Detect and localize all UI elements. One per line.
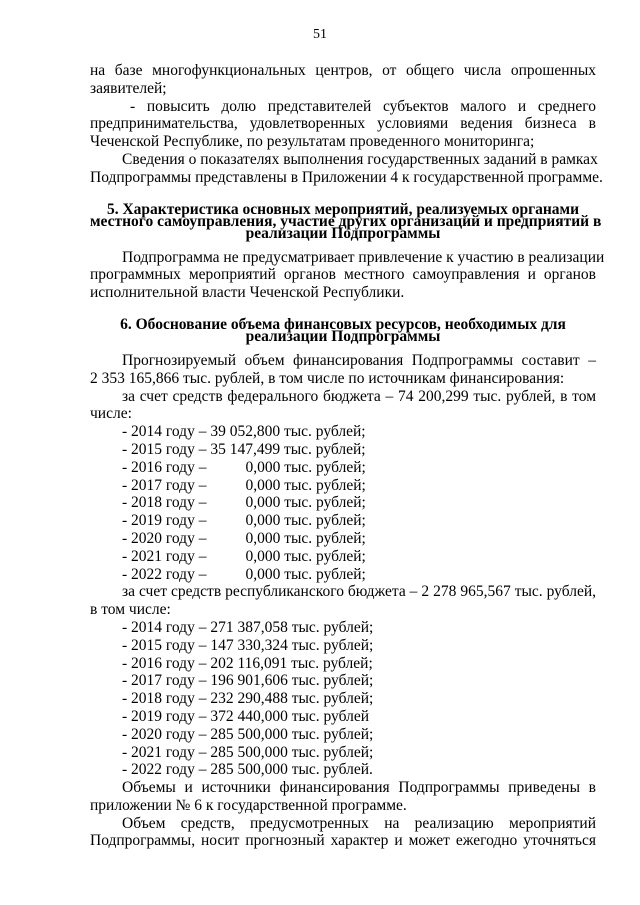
heading-line: 5. Характеристика основных мероприятий, реализуемых органами bbox=[106, 200, 580, 218]
federal-list-item bbox=[90, 548, 596, 566]
paragraph-line: программных мероприятий органов местного самоуправления и органов bbox=[90, 266, 596, 284]
item-amount: 0,000 тыс. рублей; bbox=[245, 547, 366, 565]
paragraph-line: 2 353 165,866 тыс. рублей, в том числе по источникам финансирования: bbox=[90, 369, 565, 387]
paragraph-line: Сведения о показателях выполнения государственных заданий в рамках bbox=[122, 150, 598, 168]
federal-list-item bbox=[90, 566, 596, 584]
section-6-heading bbox=[90, 315, 596, 345]
item-amount: 0,000 тыс. рублей; bbox=[245, 512, 366, 530]
paragraph-line: Объемы и источники финансирования Подпрограммы приведены в bbox=[122, 779, 596, 797]
item-amount: 35 147,499 тыс. рублей; bbox=[210, 440, 366, 458]
paragraph-line: предпринимательства, удовлетворенных условиями ведения бизнеса в bbox=[90, 115, 596, 133]
paragraph-line: Подпрограммы, носит прогнозный характер и может ежегодно уточняться bbox=[90, 832, 596, 850]
paragraph-line: Прогнозируемый объем финансирования Подпрограммы составит – bbox=[122, 351, 596, 369]
paragraph-line: за счет средств федерального бюджета – 74 200,299 тыс. рублей, в том bbox=[122, 387, 596, 405]
paragraph-line: Подпрограмма не предусматривает привлечение к участию в реализации bbox=[122, 248, 605, 266]
heading-line: реализации Подпрограммы bbox=[245, 327, 441, 345]
republic-list-item: - 2020 году – 285 500,000 тыс. рублей; bbox=[122, 725, 374, 743]
paragraph-line: числе: bbox=[90, 405, 132, 423]
republic-budget-list bbox=[90, 619, 596, 779]
republic-list-item: - 2015 году – 147 330,324 тыс. рублей; bbox=[122, 636, 374, 654]
item-year: - 2015 году – bbox=[122, 440, 207, 458]
item-year: - 2021 году – bbox=[122, 547, 207, 565]
item-year: - 2020 году – bbox=[122, 529, 207, 547]
item-amount: 0,000 тыс. рублей; bbox=[245, 529, 366, 547]
item-year: - 2014 году – bbox=[122, 423, 207, 441]
paragraph-line: за счет средств республиканского бюджета – 2 278 965,567 тыс. рублей, bbox=[122, 583, 596, 601]
item-year: - 2016 году – bbox=[122, 458, 207, 476]
republic-list-item: - 2019 году – 372 440,000 тыс. рублей bbox=[122, 707, 370, 725]
republic-list-item: - 2022 году – 285 500,000 тыс. рублей. bbox=[122, 761, 373, 779]
item-amount: 0,000 тыс. рублей; bbox=[245, 476, 366, 494]
item-year: - 2017 году – bbox=[122, 476, 207, 494]
federal-list-item bbox=[90, 494, 596, 512]
federal-list-item bbox=[90, 477, 596, 495]
item-year: - 2018 году – bbox=[122, 494, 207, 512]
federal-list-item bbox=[90, 423, 596, 441]
paragraph-line: исполнительной власти Чеченской Республики. bbox=[90, 284, 405, 302]
heading-line: реализации Подпрограммы bbox=[245, 224, 441, 242]
item-year: - 2019 году – bbox=[122, 512, 207, 530]
republic-list-item: - 2021 году – 285 500,000 тыс. рублей; bbox=[122, 743, 374, 761]
paragraph-line: Объем средств, предусмотренных на реализацию мероприятий bbox=[122, 814, 596, 832]
paragraph-line: на базе многофункциональных центров, от общего числа опрошенных bbox=[90, 62, 596, 79]
federal-budget-list bbox=[90, 423, 596, 583]
republic-list-item: - 2016 году – 202 116,091 тыс. рублей; bbox=[122, 654, 373, 672]
federal-list-item bbox=[90, 441, 596, 459]
republic-list-item: - 2014 году – 271 387,058 тыс. рублей; bbox=[122, 618, 374, 636]
page-number: 51 bbox=[313, 27, 327, 42]
section-5-heading bbox=[90, 200, 602, 242]
federal-list-item bbox=[90, 512, 596, 530]
item-year: - 2022 году – bbox=[122, 565, 207, 583]
republic-list-item: - 2017 году – 196 901,606 тыс. рублей; bbox=[122, 672, 374, 690]
item-amount: 0,000 тыс. рублей; bbox=[245, 458, 366, 476]
paragraph-line: - повысить долю представителей субъектов малого и среднего bbox=[130, 97, 596, 115]
paragraph-line: Подпрограммы представлены в Приложении 4 к государственной программе. bbox=[90, 168, 603, 186]
republic-list-item: - 2018 году – 232 290,488 тыс. рублей; bbox=[122, 690, 374, 708]
paragraph-line: приложении № 6 к государственной программе. bbox=[90, 796, 407, 814]
item-amount: 0,000 тыс. рублей; bbox=[245, 565, 366, 583]
item-amount: 0,000 тыс. рублей; bbox=[245, 494, 366, 512]
federal-list-item bbox=[90, 530, 596, 548]
paragraph-line: Чеченской Республике, по результатам проведенного мониторинга; bbox=[90, 133, 535, 151]
item-amount: 39 052,800 тыс. рублей; bbox=[210, 423, 366, 441]
paragraph-line: в том числе: bbox=[90, 601, 171, 619]
federal-list-item bbox=[90, 459, 596, 477]
heading-line: местного самоуправления, участие других организаций и предприятий в bbox=[90, 212, 602, 230]
page-body bbox=[90, 62, 605, 850]
heading-line: 6. Обоснование объема финансовых ресурсов, необходимых для bbox=[120, 315, 566, 333]
paragraph-line: заявителей; bbox=[90, 79, 167, 97]
